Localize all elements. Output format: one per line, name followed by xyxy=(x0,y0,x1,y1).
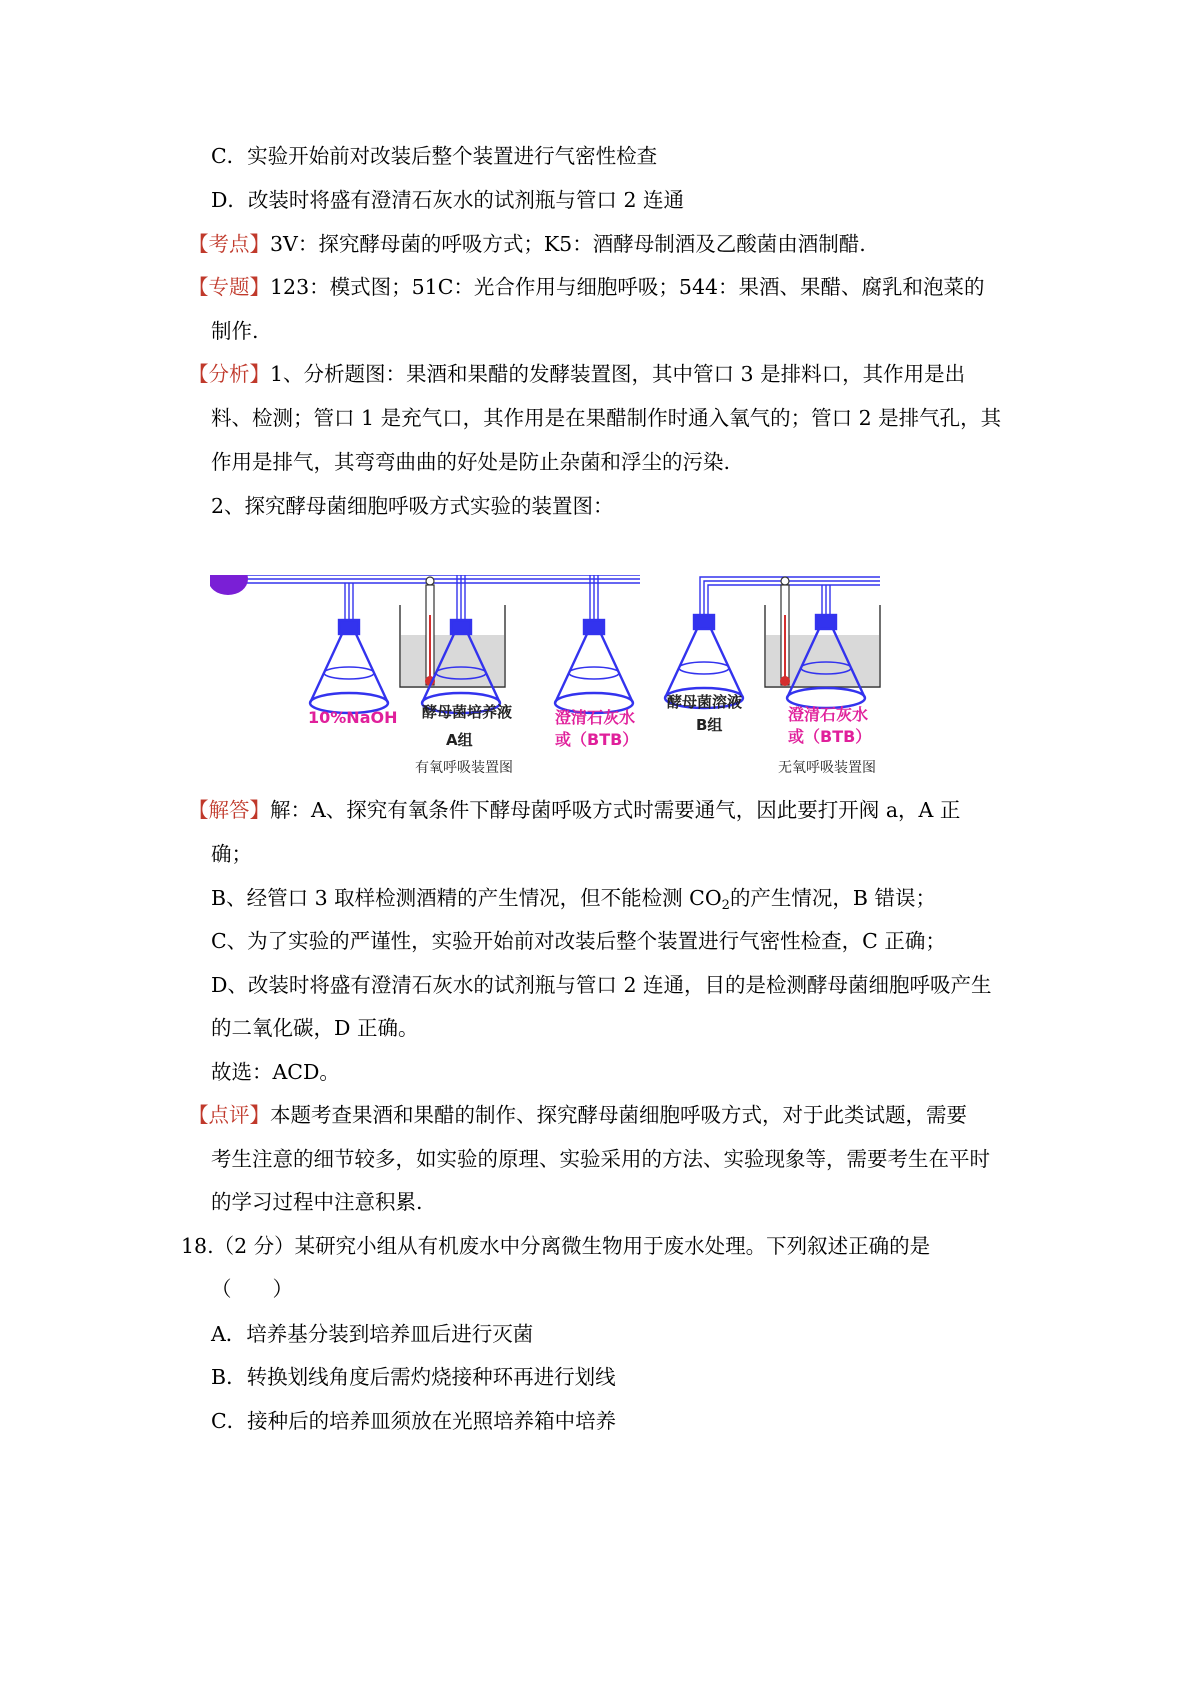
zhuanti-text: 123：模式图；51C：光合作用与细胞呼吸；544：果酒、果醋、腐乳和泡菜的 xyxy=(270,275,985,299)
jieda-tag: 【解答】 xyxy=(188,798,270,822)
fenxi-line-3: 作用是排气，其弯弯曲曲的好处是防止杂菌和浮尘的污染. xyxy=(211,450,731,474)
zhuanti-line-2: 制作. xyxy=(211,319,259,343)
air-pump-bulb-icon xyxy=(210,575,248,595)
jieda-line xyxy=(188,795,960,825)
yeast-respiration-apparatus-figure xyxy=(210,575,890,785)
fenxi-text: 1、分析题图：果酒和果醋的发酵装置图，其中管口 3 是排料口，其作用是出 xyxy=(270,362,966,386)
kaodian-text: 3V：探究酵母菌的呼吸方式；K5：酒酵母制酒及乙酸菌由酒制醋. xyxy=(270,232,866,256)
caption-aerobic: 有氧呼吸装置图 xyxy=(415,760,513,776)
fenxi-tag: 【分析】 xyxy=(188,362,270,386)
jieda-b-post: 的产生情况，B 错误； xyxy=(729,886,937,910)
zhuanti-tag: 【专题】 xyxy=(188,275,270,299)
dianping-tag: 【点评】 xyxy=(188,1103,270,1127)
question-18-option-a: A．培养基分装到培养皿后进行灭菌 xyxy=(211,1322,534,1346)
dianping-text: 本题考查果酒和果醋的制作、探究酵母菌细胞呼吸方式，对于此类试题，需要 xyxy=(270,1103,967,1127)
dianping-line xyxy=(188,1100,967,1130)
answer-line: 故选：ACD。 xyxy=(211,1060,340,1084)
jieda-b-line xyxy=(211,883,936,921)
jieda-b-pre: B、经管口 3 取样检测酒精的产生情况，但不能检测 CO xyxy=(211,886,722,910)
question-18-option-c: C．接种后的培养皿须放在光照培养箱中培养 xyxy=(211,1409,617,1433)
thermometer-b-icon xyxy=(780,577,790,686)
beaker-a xyxy=(400,605,505,687)
flask-limewater-a xyxy=(555,620,633,713)
label-naoh: 10%NaOH xyxy=(308,708,398,727)
kaodian-line xyxy=(188,229,866,259)
jieda-d-line-2: 的二氧化碳，D 正确。 xyxy=(211,1016,419,1040)
co2-subscript: 2 xyxy=(721,898,730,913)
fenxi-line-4: 2、探究酵母菌细胞呼吸方式实验的装置图： xyxy=(211,494,614,518)
fenxi-line-2: 料、检测；管口 1 是充气口，其作用是在果醋制作时通入氧气的；管口 2 是排气孔，其 xyxy=(211,406,1002,430)
label-limewater-a: 澄清石灰水 xyxy=(555,708,636,727)
flask-naoh xyxy=(310,620,388,713)
jieda-text: 解：A、探究有氧条件下酵母菌呼吸方式时需要通气，因此要打开阀 a，A 正 xyxy=(270,798,961,822)
question-18-stem: 18.（2 分）某研究小组从有机废水中分离微生物用于废水处理。下列叙述正确的是 xyxy=(181,1234,931,1258)
option-d-line: D．改装时将盛有澄清石灰水的试剂瓶与管口 2 连通 xyxy=(211,188,685,212)
label-limewater-b: 澄清石灰水 xyxy=(788,705,869,724)
label-yeast-solution: 酵母菌溶液 xyxy=(667,693,743,711)
question-18-option-b: B．转换划线角度后需灼烧接种环再进行划线 xyxy=(211,1365,616,1389)
label-group-b: B组 xyxy=(696,716,723,734)
thermometer-a-icon xyxy=(425,577,435,686)
label-yeast-culture: 酵母菌培养液 xyxy=(422,703,513,721)
kaodian-tag: 【考点】 xyxy=(188,232,270,256)
jieda-d-line: D、改装时将盛有澄清石灰水的试剂瓶与管口 2 连通，目的是检测酵母菌细胞呼吸产生 xyxy=(211,973,992,997)
dianping-line-3: 的学习过程中注意积累. xyxy=(211,1190,423,1214)
zhuanti-line xyxy=(188,272,985,302)
label-btb-b: 或（BTB） xyxy=(788,727,872,746)
question-18-blank: （ ） xyxy=(211,1277,293,1301)
fenxi-line xyxy=(188,359,965,389)
label-btb-a: 或（BTB） xyxy=(555,730,639,749)
caption-anaerobic: 无氧呼吸装置图 xyxy=(778,760,876,776)
jieda-c-line: C、为了实验的严谨性，实验开始前对改装后整个装置进行气密性检查，C 正确； xyxy=(211,929,946,953)
option-c-line: C．实验开始前对改装后整个装置进行气密性检查 xyxy=(211,144,658,168)
label-group-a: A组 xyxy=(446,731,473,749)
jieda-line-2: 确； xyxy=(211,842,252,866)
dianping-line-2: 考生注意的细节较多，如实验的原理、实验采用的方法、实验现象等，需要考生在平时 xyxy=(211,1147,990,1171)
